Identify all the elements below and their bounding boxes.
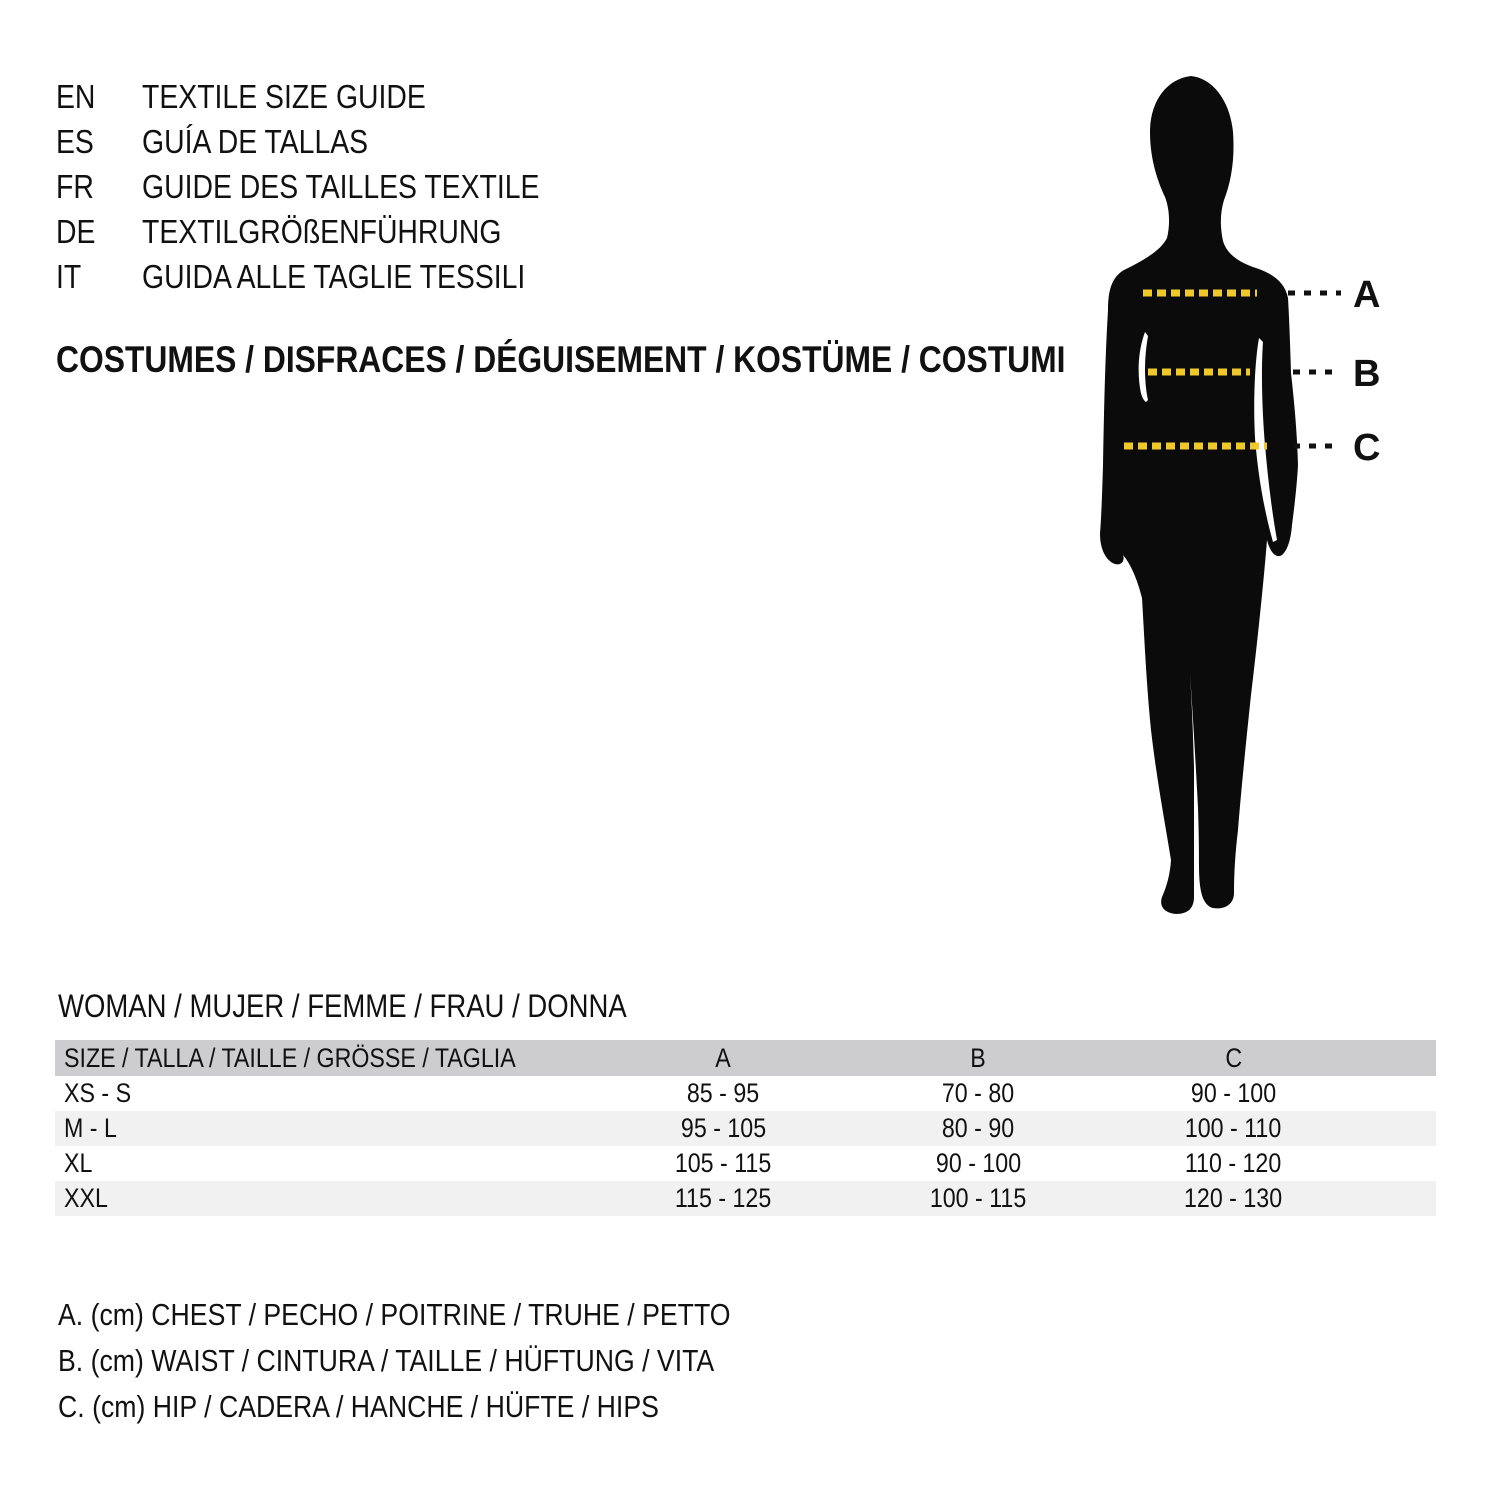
size-label: XL [64, 1148, 93, 1178]
header-col-a: A [715, 1042, 732, 1073]
value-a: 95 - 105 [680, 1113, 767, 1143]
language-title-list [56, 74, 604, 299]
value-b: 90 - 100 [935, 1148, 1022, 1178]
size-table [55, 1040, 1436, 1216]
value-c: 90 - 100 [1190, 1078, 1277, 1108]
guide-title-en: TEXTILE SIZE GUIDE [142, 78, 426, 115]
measure-label-b: B [1353, 353, 1381, 395]
language-row-es [56, 119, 604, 164]
size-label: M - L [64, 1113, 117, 1143]
legend-chest: A. (cm) CHEST / PECHO / POITRINE / TRUHE / PETTO [58, 1297, 731, 1332]
table-row-xxl [55, 1181, 1436, 1216]
guide-title-es: GUÍA DE TALLAS [142, 123, 369, 160]
value-a: 115 - 125 [675, 1183, 772, 1213]
language-row-fr [56, 164, 604, 209]
section-title-woman: WOMAN / MUJER / FEMME / FRAU / DONNA [58, 988, 627, 1024]
measurement-figure [1060, 70, 1500, 930]
legend-waist: B. (cm) WAIST / CINTURA / TAILLE / HÜFTUNG / VITA [58, 1343, 715, 1378]
size-table-header-row [55, 1040, 1436, 1076]
measure-label-a: A [1353, 274, 1381, 316]
category-heading: COSTUMES / DISFRACES / DÉGUISEMENT / KOSTÜME / COSTUMI [56, 339, 1066, 380]
value-b: 100 - 115 [930, 1183, 1027, 1213]
value-c: 100 - 110 [1185, 1113, 1282, 1143]
value-b: 80 - 90 [942, 1113, 1015, 1143]
language-code: EN [56, 78, 96, 115]
language-row-de [56, 209, 604, 254]
guide-title-fr: GUIDE DES TAILLES TEXTILE [142, 168, 540, 205]
legend-hip: C. (cm) HIP / CADERA / HANCHE / HÜFTE / HIPS [58, 1389, 659, 1424]
measure-label-c: C [1353, 427, 1381, 469]
language-code: ES [56, 123, 94, 160]
header-col-c: C [1225, 1042, 1242, 1073]
value-c: 110 - 120 [1185, 1148, 1282, 1178]
header-col-b: B [970, 1042, 987, 1073]
language-row-it [56, 254, 604, 299]
value-c: 120 - 130 [1184, 1183, 1283, 1213]
language-row-en [56, 74, 604, 119]
language-code: IT [56, 258, 82, 295]
size-label: XXL [64, 1183, 108, 1213]
header-size: SIZE / TALLA / TAILLE / GRÖSSE / TAGLIA [64, 1042, 516, 1073]
measurement-legend [58, 1292, 840, 1430]
size-label: XS - S [64, 1078, 132, 1108]
value-b: 70 - 80 [942, 1078, 1015, 1108]
language-code: FR [56, 168, 94, 205]
value-a: 85 - 95 [687, 1078, 760, 1108]
table-row-xl [55, 1146, 1436, 1181]
guide-title-de: TEXTILGRÖßENFÜHRUNG [142, 213, 502, 250]
language-code: DE [56, 213, 96, 250]
table-row-xs-s [55, 1076, 1436, 1111]
table-row-m-l [55, 1111, 1436, 1146]
guide-title-it: GUIDA ALLE TAGLIE TESSILI [142, 258, 526, 295]
value-a: 105 - 115 [675, 1148, 772, 1178]
